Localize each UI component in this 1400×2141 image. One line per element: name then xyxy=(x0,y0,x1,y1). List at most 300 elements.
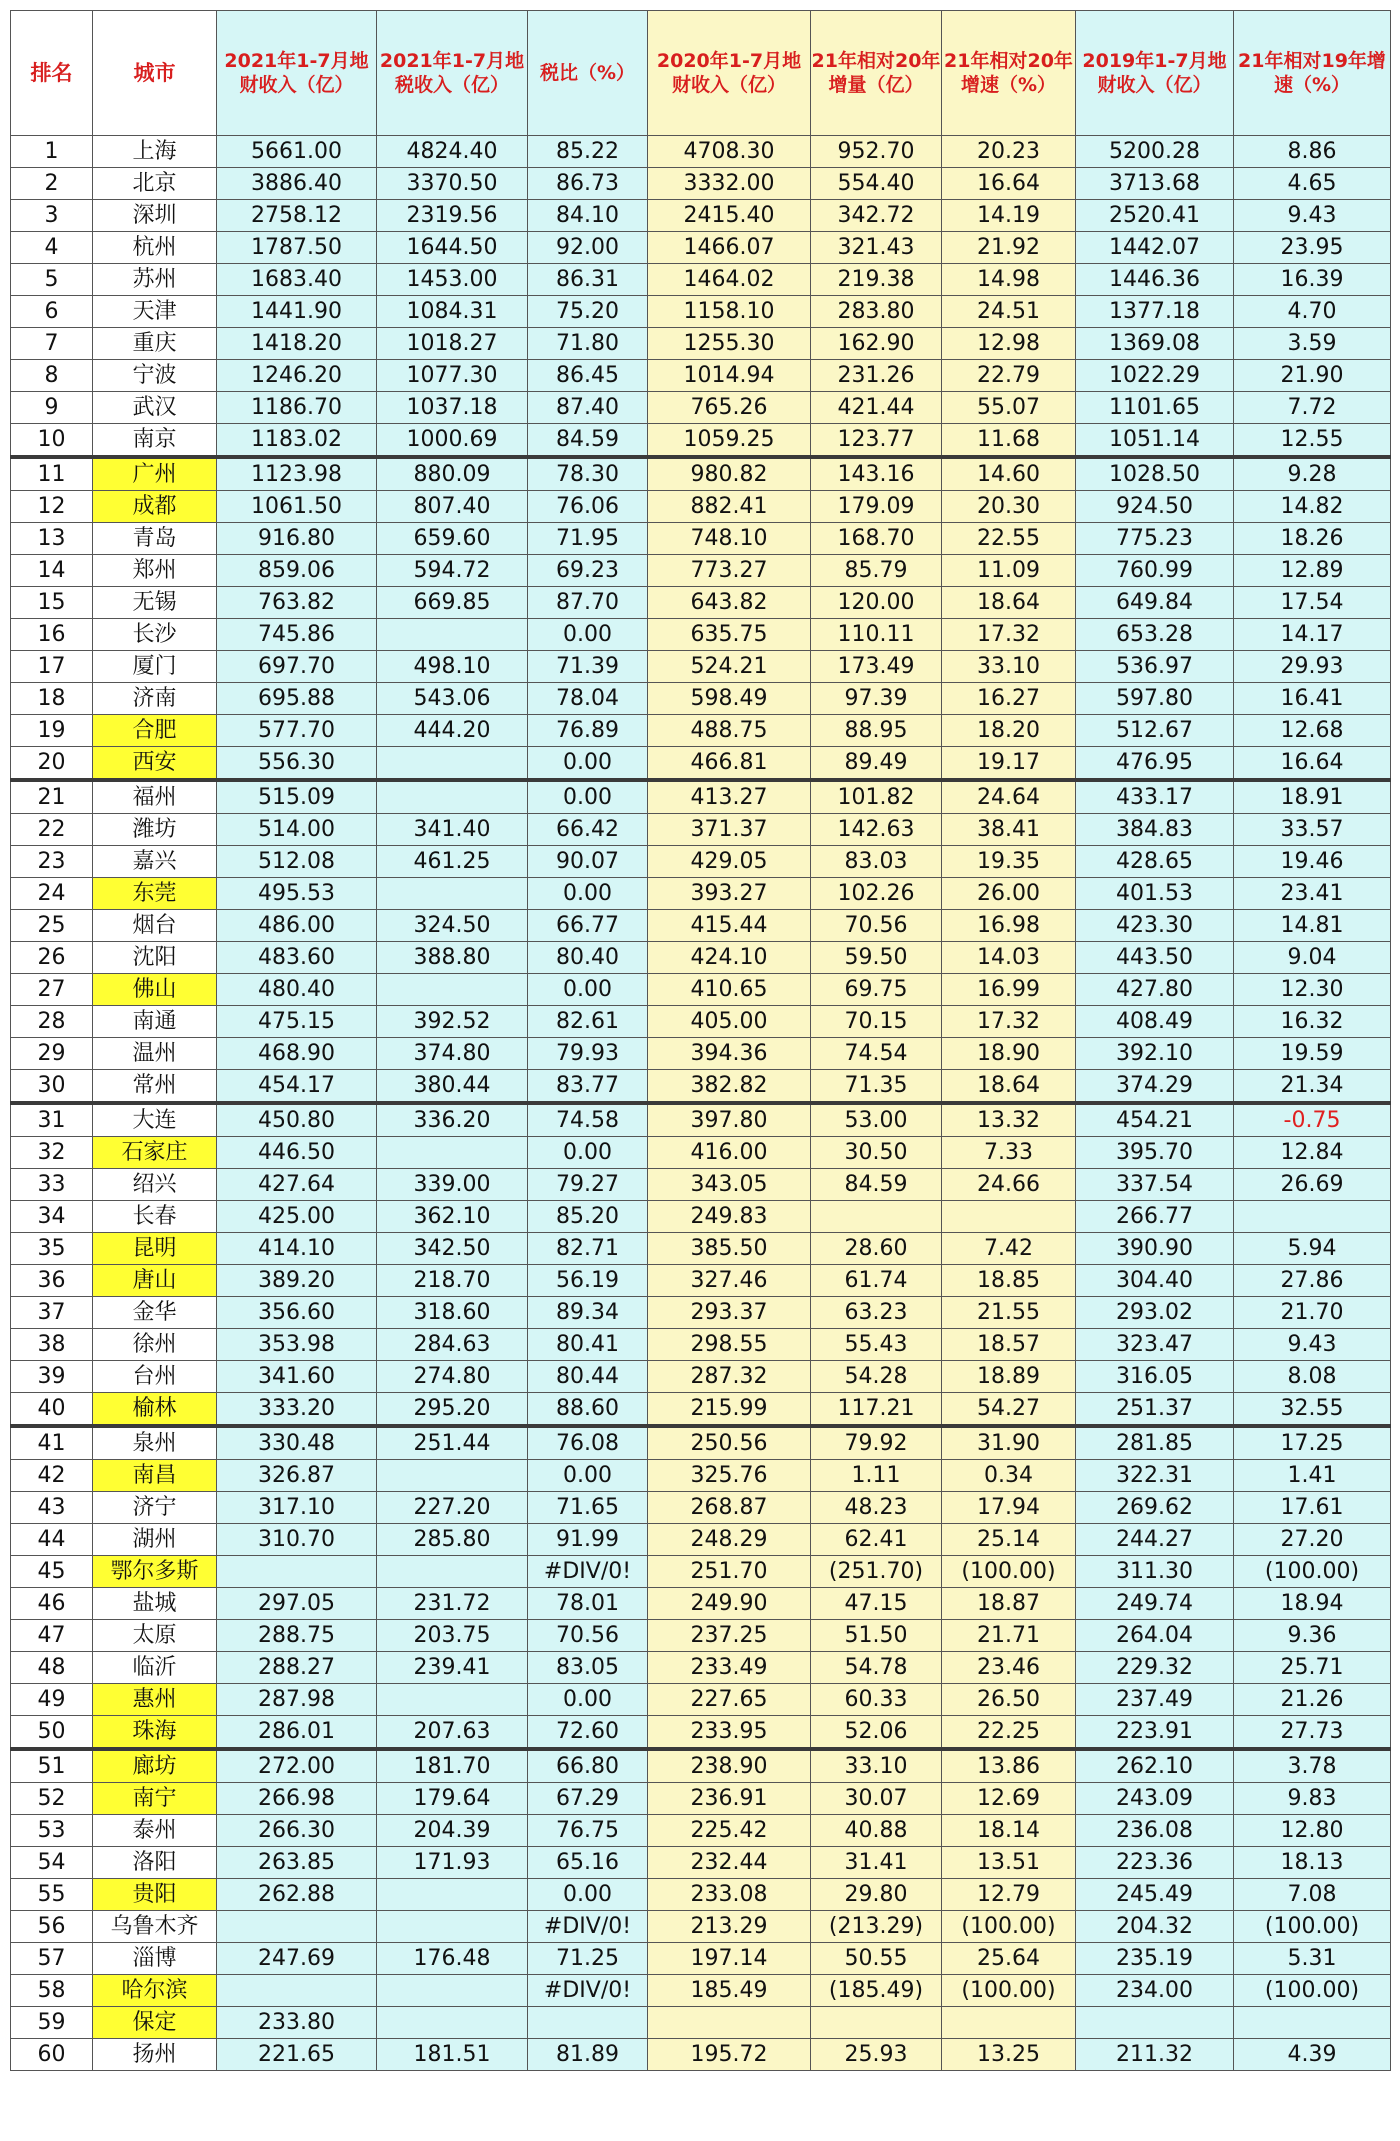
table-row xyxy=(11,747,1391,781)
inc-vs20-cell: 120.00 xyxy=(811,587,942,619)
city-cell: 贵阳 xyxy=(93,1879,217,1911)
city-cell: 昆明 xyxy=(93,1233,217,1265)
rev2020-cell: 1014.94 xyxy=(648,360,811,392)
rank-cell: 30 xyxy=(11,1070,93,1104)
growth-vs19-cell: 12.80 xyxy=(1234,1815,1391,1847)
rank-cell: 44 xyxy=(11,1524,93,1556)
inc-vs20-cell: 71.35 xyxy=(811,1070,942,1104)
city-cell: 南宁 xyxy=(93,1783,217,1815)
rev2020-cell: 488.75 xyxy=(648,715,811,747)
table-row xyxy=(11,491,1391,523)
rev2021-cell: 356.60 xyxy=(217,1297,377,1329)
rev2021-cell: 512.08 xyxy=(217,846,377,878)
tax2021-cell: 498.10 xyxy=(377,651,528,683)
rev2019-cell: 423.30 xyxy=(1076,910,1234,942)
rev2021-cell: 286.01 xyxy=(217,1716,377,1750)
rev2020-cell: 249.90 xyxy=(648,1588,811,1620)
tax-ratio-cell: 0.00 xyxy=(528,747,648,781)
inc-vs20-cell: 85.79 xyxy=(811,555,942,587)
inc-vs20-cell: 60.33 xyxy=(811,1684,942,1716)
rank-cell: 34 xyxy=(11,1201,93,1233)
header-rank: 排名 xyxy=(11,11,93,136)
growth-vs19-cell: 23.41 xyxy=(1234,878,1391,910)
growth-vs20-cell: 38.41 xyxy=(942,814,1076,846)
tax2021-cell xyxy=(377,974,528,1006)
growth-vs20-cell: 12.79 xyxy=(942,1879,1076,1911)
city-cell: 临沂 xyxy=(93,1652,217,1684)
growth-vs19-cell: 16.32 xyxy=(1234,1006,1391,1038)
rev2021-cell: 247.69 xyxy=(217,1943,377,1975)
tax-ratio-cell: 80.40 xyxy=(528,942,648,974)
tax2021-cell: 1453.00 xyxy=(377,264,528,296)
rev2019-cell: 245.49 xyxy=(1076,1879,1234,1911)
growth-vs20-cell: 13.86 xyxy=(942,1749,1076,1783)
rev2020-cell: 1059.25 xyxy=(648,424,811,458)
rev2019-cell: 1051.14 xyxy=(1076,424,1234,458)
tax-ratio-cell: 78.01 xyxy=(528,1588,648,1620)
city-cell: 惠州 xyxy=(93,1684,217,1716)
tax-ratio-cell: 85.22 xyxy=(528,136,648,168)
city-cell: 青岛 xyxy=(93,523,217,555)
tax-ratio-cell: 0.00 xyxy=(528,974,648,1006)
table-row xyxy=(11,780,1391,814)
growth-vs19-cell: 12.89 xyxy=(1234,555,1391,587)
table-row xyxy=(11,1297,1391,1329)
header-tax2021: 2021年1-7月地税收入（亿） xyxy=(377,11,528,136)
table-row xyxy=(11,1038,1391,1070)
rev2020-cell: 748.10 xyxy=(648,523,811,555)
rev2019-cell: 311.30 xyxy=(1076,1556,1234,1588)
rank-cell: 29 xyxy=(11,1038,93,1070)
inc-vs20-cell: 50.55 xyxy=(811,1943,942,1975)
rev2019-cell xyxy=(1076,2007,1234,2039)
tax2021-cell: 285.80 xyxy=(377,1524,528,1556)
rev2021-cell: 483.60 xyxy=(217,942,377,974)
inc-vs20-cell: 61.74 xyxy=(811,1265,942,1297)
table-row xyxy=(11,1265,1391,1297)
rank-cell: 14 xyxy=(11,555,93,587)
rank-cell: 4 xyxy=(11,232,93,264)
rev2021-cell xyxy=(217,1911,377,1943)
header-rev2021: 2021年1-7月地财收入（亿） xyxy=(217,11,377,136)
rev2019-cell: 304.40 xyxy=(1076,1265,1234,1297)
growth-vs19-cell: 27.86 xyxy=(1234,1265,1391,1297)
city-cell: 上海 xyxy=(93,136,217,168)
tax2021-cell: 1000.69 xyxy=(377,424,528,458)
inc-vs20-cell: 89.49 xyxy=(811,747,942,781)
growth-vs20-cell: 26.00 xyxy=(942,878,1076,910)
rank-cell: 58 xyxy=(11,1975,93,2007)
table-row xyxy=(11,1137,1391,1169)
rev2020-cell: 424.10 xyxy=(648,942,811,974)
tax-ratio-cell: 83.77 xyxy=(528,1070,648,1104)
table-row xyxy=(11,1329,1391,1361)
tax-ratio-cell: 0.00 xyxy=(528,780,648,814)
table-row xyxy=(11,1749,1391,1783)
table-row xyxy=(11,264,1391,296)
rev2020-cell: 4708.30 xyxy=(648,136,811,168)
rev2019-cell: 1101.65 xyxy=(1076,392,1234,424)
rev2021-cell: 288.27 xyxy=(217,1652,377,1684)
table-row xyxy=(11,2007,1391,2039)
rev2020-cell xyxy=(648,2007,811,2039)
inc-vs20-cell: 101.82 xyxy=(811,780,942,814)
growth-vs20-cell: 18.89 xyxy=(942,1361,1076,1393)
tax2021-cell: 227.20 xyxy=(377,1492,528,1524)
table-row xyxy=(11,910,1391,942)
tax-ratio-cell: #DIV/0! xyxy=(528,1911,648,1943)
rev2021-cell: 341.60 xyxy=(217,1361,377,1393)
rev2019-cell: 234.00 xyxy=(1076,1975,1234,2007)
growth-vs19-cell xyxy=(1234,1201,1391,1233)
growth-vs19-cell: 9.43 xyxy=(1234,200,1391,232)
rank-cell: 10 xyxy=(11,424,93,458)
rank-cell: 18 xyxy=(11,683,93,715)
growth-vs19-cell: 26.69 xyxy=(1234,1169,1391,1201)
inc-vs20-cell: 173.49 xyxy=(811,651,942,683)
rev2021-cell: 745.86 xyxy=(217,619,377,651)
rev2019-cell: 204.32 xyxy=(1076,1911,1234,1943)
rev2019-cell: 211.32 xyxy=(1076,2039,1234,2071)
rev2021-cell: 221.65 xyxy=(217,2039,377,2071)
rev2020-cell: 466.81 xyxy=(648,747,811,781)
growth-vs19-cell: 17.61 xyxy=(1234,1492,1391,1524)
table-row xyxy=(11,587,1391,619)
tax2021-cell: 880.09 xyxy=(377,457,528,491)
tax-ratio-cell: 71.65 xyxy=(528,1492,648,1524)
rank-cell: 49 xyxy=(11,1684,93,1716)
rev2019-cell: 443.50 xyxy=(1076,942,1234,974)
tax2021-cell: 1037.18 xyxy=(377,392,528,424)
rev2019-cell: 244.27 xyxy=(1076,1524,1234,1556)
rev2021-cell: 475.15 xyxy=(217,1006,377,1038)
rev2020-cell: 882.41 xyxy=(648,491,811,523)
city-cell: 东莞 xyxy=(93,878,217,910)
rev2021-cell: 515.09 xyxy=(217,780,377,814)
tax2021-cell: 388.80 xyxy=(377,942,528,974)
growth-vs19-cell: 18.26 xyxy=(1234,523,1391,555)
city-cell: 北京 xyxy=(93,168,217,200)
growth-vs20-cell: 55.07 xyxy=(942,392,1076,424)
header-row xyxy=(11,11,1391,136)
city-cell: 常州 xyxy=(93,1070,217,1104)
rank-cell: 9 xyxy=(11,392,93,424)
growth-vs19-cell: (100.00) xyxy=(1234,1911,1391,1943)
table-row xyxy=(11,1911,1391,1943)
city-cell: 廊坊 xyxy=(93,1749,217,1783)
tax-ratio-cell: 66.77 xyxy=(528,910,648,942)
rank-cell: 35 xyxy=(11,1233,93,1265)
rev2019-cell: 316.05 xyxy=(1076,1361,1234,1393)
rank-cell: 54 xyxy=(11,1847,93,1879)
inc-vs20-cell: 40.88 xyxy=(811,1815,942,1847)
rev2021-cell: 1787.50 xyxy=(217,232,377,264)
growth-vs19-cell: 29.93 xyxy=(1234,651,1391,683)
rev2020-cell: 394.36 xyxy=(648,1038,811,1070)
inc-vs20-cell: 1.11 xyxy=(811,1460,942,1492)
inc-vs20-cell xyxy=(811,2007,942,2039)
growth-vs19-cell: 14.17 xyxy=(1234,619,1391,651)
rev2021-cell: 454.17 xyxy=(217,1070,377,1104)
tax-ratio-cell: 78.30 xyxy=(528,457,648,491)
rank-cell: 37 xyxy=(11,1297,93,1329)
tax-ratio-cell: 87.40 xyxy=(528,392,648,424)
rev2020-cell: 233.08 xyxy=(648,1879,811,1911)
rev2020-cell: 298.55 xyxy=(648,1329,811,1361)
growth-vs20-cell: 18.85 xyxy=(942,1265,1076,1297)
growth-vs19-cell: 14.82 xyxy=(1234,491,1391,523)
growth-vs19-cell: 18.94 xyxy=(1234,1588,1391,1620)
rev2021-cell: 310.70 xyxy=(217,1524,377,1556)
city-cell: 唐山 xyxy=(93,1265,217,1297)
tax-ratio-cell: 79.27 xyxy=(528,1169,648,1201)
rev2021-cell: 389.20 xyxy=(217,1265,377,1297)
growth-vs20-cell: (100.00) xyxy=(942,1975,1076,2007)
inc-vs20-cell: 83.03 xyxy=(811,846,942,878)
rev2019-cell: 235.19 xyxy=(1076,1943,1234,1975)
rev2021-cell: 353.98 xyxy=(217,1329,377,1361)
rev2021-cell: 446.50 xyxy=(217,1137,377,1169)
rev2021-cell: 297.05 xyxy=(217,1588,377,1620)
rev2019-cell: 512.67 xyxy=(1076,715,1234,747)
rev2019-cell: 1028.50 xyxy=(1076,457,1234,491)
rev2020-cell: 249.83 xyxy=(648,1201,811,1233)
rank-cell: 20 xyxy=(11,747,93,781)
table-row xyxy=(11,232,1391,264)
growth-vs20-cell: 18.14 xyxy=(942,1815,1076,1847)
rev2021-cell: 697.70 xyxy=(217,651,377,683)
rev2019-cell: 237.49 xyxy=(1076,1684,1234,1716)
city-cell: 南昌 xyxy=(93,1460,217,1492)
rev2020-cell: 325.76 xyxy=(648,1460,811,1492)
growth-vs20-cell: 25.14 xyxy=(942,1524,1076,1556)
tax2021-cell: 336.20 xyxy=(377,1103,528,1137)
rev2019-cell: 427.80 xyxy=(1076,974,1234,1006)
tax-ratio-cell: 86.31 xyxy=(528,264,648,296)
rank-cell: 57 xyxy=(11,1943,93,1975)
tax2021-cell xyxy=(377,1460,528,1492)
rev2019-cell: 229.32 xyxy=(1076,1652,1234,1684)
city-cell: 湖州 xyxy=(93,1524,217,1556)
rank-cell: 2 xyxy=(11,168,93,200)
rev2021-cell: 1183.02 xyxy=(217,424,377,458)
growth-vs20-cell: 11.68 xyxy=(942,424,1076,458)
table-row xyxy=(11,1783,1391,1815)
table-row xyxy=(11,1393,1391,1427)
tax2021-cell: 295.20 xyxy=(377,1393,528,1427)
inc-vs20-cell: 30.07 xyxy=(811,1783,942,1815)
rank-cell: 8 xyxy=(11,360,93,392)
rev2021-cell: 480.40 xyxy=(217,974,377,1006)
table-row xyxy=(11,1169,1391,1201)
rev2020-cell: 405.00 xyxy=(648,1006,811,1038)
growth-vs20-cell: 18.20 xyxy=(942,715,1076,747)
rev2021-cell: 859.06 xyxy=(217,555,377,587)
table-row xyxy=(11,1684,1391,1716)
rev2021-cell: 1061.50 xyxy=(217,491,377,523)
rev2021-cell: 2758.12 xyxy=(217,200,377,232)
table-row xyxy=(11,1524,1391,1556)
growth-vs19-cell: 4.70 xyxy=(1234,296,1391,328)
rank-cell: 7 xyxy=(11,328,93,360)
rev2021-cell: 330.48 xyxy=(217,1426,377,1460)
rank-cell: 6 xyxy=(11,296,93,328)
rev2020-cell: 238.90 xyxy=(648,1749,811,1783)
growth-vs20-cell: 20.23 xyxy=(942,136,1076,168)
growth-vs19-cell xyxy=(1234,2007,1391,2039)
tax2021-cell: 179.64 xyxy=(377,1783,528,1815)
watermark xyxy=(1266,2111,1386,2137)
rev2020-cell: 413.27 xyxy=(648,780,811,814)
rank-cell: 46 xyxy=(11,1588,93,1620)
rev2021-cell: 486.00 xyxy=(217,910,377,942)
city-cell: 成都 xyxy=(93,491,217,523)
rank-cell: 55 xyxy=(11,1879,93,1911)
tax-ratio-cell: 69.23 xyxy=(528,555,648,587)
rev2020-cell: 233.95 xyxy=(648,1716,811,1750)
tax2021-cell: 2319.56 xyxy=(377,200,528,232)
growth-vs20-cell: 16.99 xyxy=(942,974,1076,1006)
table-row xyxy=(11,1103,1391,1137)
rev2021-cell: 272.00 xyxy=(217,1749,377,1783)
growth-vs19-cell: 19.59 xyxy=(1234,1038,1391,1070)
tax2021-cell: 176.48 xyxy=(377,1943,528,1975)
tax2021-cell: 594.72 xyxy=(377,555,528,587)
table-header xyxy=(11,11,1391,136)
rev2019-cell: 236.08 xyxy=(1076,1815,1234,1847)
inc-vs20-cell: 143.16 xyxy=(811,457,942,491)
table-row xyxy=(11,846,1391,878)
growth-vs19-cell: 5.94 xyxy=(1234,1233,1391,1265)
header-city: 城市 xyxy=(93,11,217,136)
inc-vs20-cell: 74.54 xyxy=(811,1038,942,1070)
rev2019-cell: 262.10 xyxy=(1076,1749,1234,1783)
tax-ratio-cell: 0.00 xyxy=(528,1684,648,1716)
growth-vs20-cell: 11.09 xyxy=(942,555,1076,587)
tax-ratio-cell: #DIV/0! xyxy=(528,1975,648,2007)
header-rev2020: 2020年1-7月地财收入（亿） xyxy=(648,11,811,136)
city-cell: 厦门 xyxy=(93,651,217,683)
tax2021-cell: 659.60 xyxy=(377,523,528,555)
tax2021-cell: 231.72 xyxy=(377,1588,528,1620)
tax-ratio-cell: 88.60 xyxy=(528,1393,648,1427)
rev2019-cell: 760.99 xyxy=(1076,555,1234,587)
city-cell: 徐州 xyxy=(93,1329,217,1361)
table-row xyxy=(11,683,1391,715)
city-cell: 台州 xyxy=(93,1361,217,1393)
table-row xyxy=(11,942,1391,974)
rev2019-cell: 1377.18 xyxy=(1076,296,1234,328)
rank-cell: 59 xyxy=(11,2007,93,2039)
inc-vs20-cell: 54.28 xyxy=(811,1361,942,1393)
rev2019-cell: 249.74 xyxy=(1076,1588,1234,1620)
tax-ratio-cell: 76.89 xyxy=(528,715,648,747)
inc-vs20-cell: 421.44 xyxy=(811,392,942,424)
inc-vs20-cell: 59.50 xyxy=(811,942,942,974)
table-row xyxy=(11,555,1391,587)
rev2019-cell: 243.09 xyxy=(1076,1783,1234,1815)
rev2019-cell: 5200.28 xyxy=(1076,136,1234,168)
tax2021-cell xyxy=(377,2007,528,2039)
city-cell: 金华 xyxy=(93,1297,217,1329)
rev2020-cell: 248.29 xyxy=(648,1524,811,1556)
rev2019-cell: 476.95 xyxy=(1076,747,1234,781)
growth-vs20-cell: 21.71 xyxy=(942,1620,1076,1652)
table-row xyxy=(11,1006,1391,1038)
rev2021-cell: 266.98 xyxy=(217,1783,377,1815)
city-cell: 泉州 xyxy=(93,1426,217,1460)
inc-vs20-cell: 88.95 xyxy=(811,715,942,747)
growth-vs19-cell: 18.91 xyxy=(1234,780,1391,814)
growth-vs19-cell: 1.41 xyxy=(1234,1460,1391,1492)
rank-cell: 40 xyxy=(11,1393,93,1427)
tax2021-cell: 339.00 xyxy=(377,1169,528,1201)
tax-ratio-cell: 87.70 xyxy=(528,587,648,619)
rev2021-cell: 317.10 xyxy=(217,1492,377,1524)
table-row xyxy=(11,200,1391,232)
tax2021-cell: 341.40 xyxy=(377,814,528,846)
growth-vs20-cell: 16.27 xyxy=(942,683,1076,715)
tax2021-cell: 807.40 xyxy=(377,491,528,523)
city-revenue-table xyxy=(10,10,1391,2071)
rank-cell: 47 xyxy=(11,1620,93,1652)
inc-vs20-cell: 29.80 xyxy=(811,1879,942,1911)
rev2021-cell: 333.20 xyxy=(217,1393,377,1427)
rank-cell: 48 xyxy=(11,1652,93,1684)
tax-ratio-cell: 80.41 xyxy=(528,1329,648,1361)
rank-cell: 16 xyxy=(11,619,93,651)
inc-vs20-cell: 79.92 xyxy=(811,1426,942,1460)
rank-cell: 17 xyxy=(11,651,93,683)
rank-cell: 22 xyxy=(11,814,93,846)
growth-vs19-cell: 16.64 xyxy=(1234,747,1391,781)
rev2020-cell: 635.75 xyxy=(648,619,811,651)
rev2021-cell: 468.90 xyxy=(217,1038,377,1070)
rev2019-cell: 536.97 xyxy=(1076,651,1234,683)
tax2021-cell: 218.70 xyxy=(377,1265,528,1297)
table-row xyxy=(11,523,1391,555)
inc-vs20-cell: 179.09 xyxy=(811,491,942,523)
inc-vs20-cell: 33.10 xyxy=(811,1749,942,1783)
rev2020-cell: 1158.10 xyxy=(648,296,811,328)
growth-vs20-cell: 24.66 xyxy=(942,1169,1076,1201)
header-growth-vs19: 21年相对19年增速（%） xyxy=(1234,11,1391,136)
city-cell: 无锡 xyxy=(93,587,217,619)
table-row xyxy=(11,424,1391,458)
growth-vs20-cell: 7.42 xyxy=(942,1233,1076,1265)
rev2020-cell: 251.70 xyxy=(648,1556,811,1588)
tax2021-cell: 171.93 xyxy=(377,1847,528,1879)
rank-cell: 50 xyxy=(11,1716,93,1750)
city-cell: 广州 xyxy=(93,457,217,491)
tax2021-cell: 181.70 xyxy=(377,1749,528,1783)
table-row xyxy=(11,878,1391,910)
rev2019-cell: 401.53 xyxy=(1076,878,1234,910)
rev2020-cell: 250.56 xyxy=(648,1426,811,1460)
growth-vs19-cell: (100.00) xyxy=(1234,1975,1391,2007)
table-row xyxy=(11,1361,1391,1393)
rank-cell: 51 xyxy=(11,1749,93,1783)
inc-vs20-cell: 123.77 xyxy=(811,424,942,458)
city-cell: 杭州 xyxy=(93,232,217,264)
growth-vs19-cell: 23.95 xyxy=(1234,232,1391,264)
tax2021-cell: 274.80 xyxy=(377,1361,528,1393)
city-cell: 南通 xyxy=(93,1006,217,1038)
rank-cell: 26 xyxy=(11,942,93,974)
tax-ratio-cell: 82.61 xyxy=(528,1006,648,1038)
growth-vs20-cell: 31.90 xyxy=(942,1426,1076,1460)
tax-ratio-cell: 0.00 xyxy=(528,619,648,651)
